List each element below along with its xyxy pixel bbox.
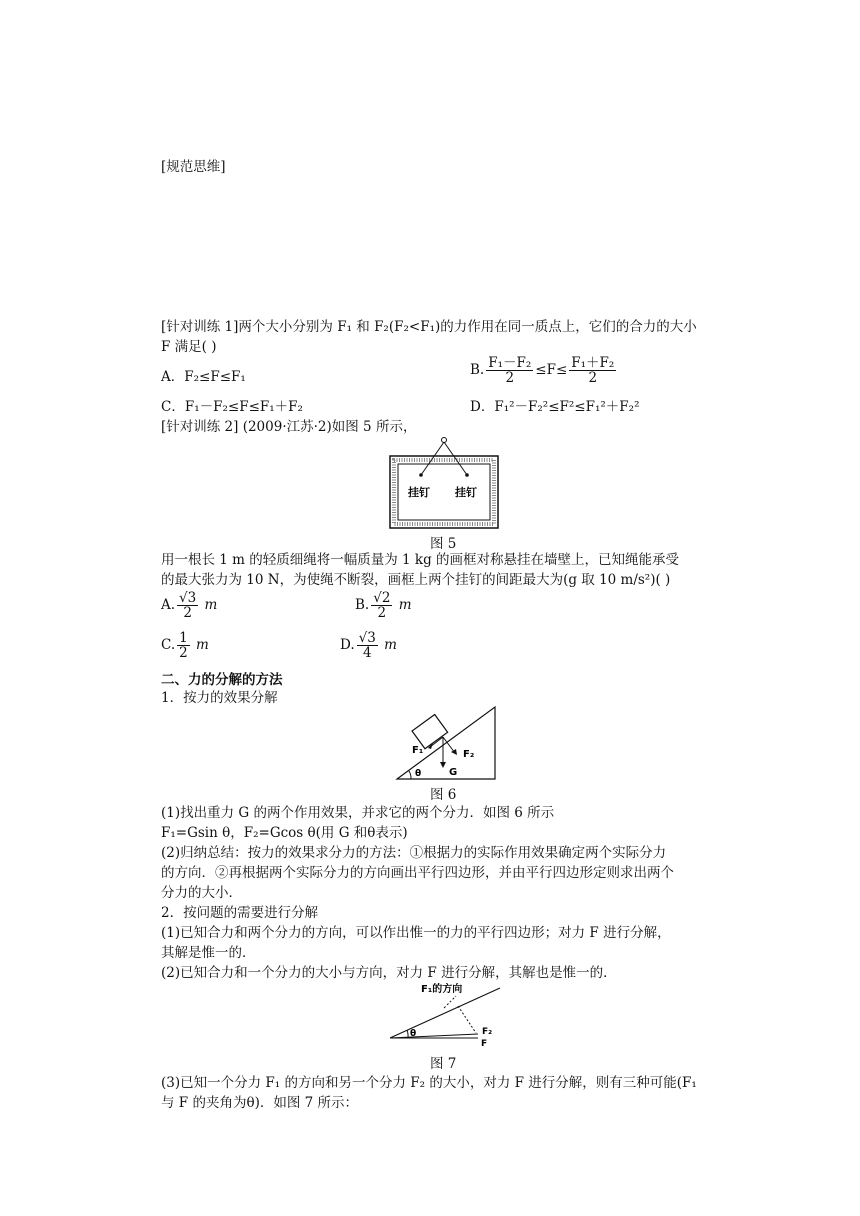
fig6-f1-label: F₁ [412, 745, 424, 756]
option-prefix: A. [161, 597, 176, 613]
nail-right-label: 挂钉 [455, 486, 477, 499]
section2-para2: F₁=Gsin θ，F₂=Gcos θ(用 G 和θ表示) [161, 825, 408, 841]
fraction-numerator: √3 [358, 630, 376, 646]
section2-para4b: 其解是惟一的． [161, 945, 256, 961]
training1-option-b [470, 356, 618, 385]
fraction-numerator: 1 [179, 630, 188, 646]
option-prefix: D. [340, 637, 355, 653]
fig6-g-label: G [449, 767, 458, 778]
section2-para3c: 分力的大小． [161, 885, 242, 901]
section2-para1: (1)找出重力 G 的两个作用效果，并求它的两个分力．如图 6 所示 [161, 805, 555, 821]
training1-question-line1: [针对训练 1]两个大小分别为 F₁ 和 F₂(F₂<F₁)的力作用在同一质点上，它们的合力的大小 [161, 319, 697, 335]
figure7-decomposition-diagram [386, 978, 504, 1050]
fraction-denominator: 2 [183, 605, 192, 621]
section2-para6b: 与 F 的夹角为θ)．如图 7 所示： [161, 1095, 359, 1111]
option-prefix: B. [355, 597, 370, 613]
training2-option-d [340, 631, 397, 660]
nail-left-label: 挂钉 [408, 486, 430, 499]
fraction [177, 591, 198, 620]
section2-para4a: (1)已知合力和两个分力的方向，可以作出惟一的力的平行四边形；对力 F 进行分解， [161, 925, 671, 941]
fraction-denominator: 2 [377, 605, 387, 621]
training2-option-b [355, 591, 412, 620]
fraction-denominator: 2 [179, 645, 188, 661]
fig7-f2-label: F₂ [482, 1027, 493, 1037]
fraction [177, 631, 190, 660]
training2-option-c [161, 631, 209, 660]
training1-question-line2: F 满足( ) [161, 339, 217, 355]
fraction [371, 591, 392, 620]
option-b-middle: ≤F≤ [535, 362, 568, 378]
training2-intro: [针对训练 2] (2009·江苏·2)如图 5 所示， [161, 419, 417, 435]
section2-para6a: (3)已知一个分力 F₁ 的方向和另一个分力 F₂ 的大小，对力 F 进行分解，则有三种可能(F₁ [161, 1075, 697, 1091]
figure5-caption: 图 5 [430, 536, 457, 552]
unit: m [196, 637, 209, 653]
section2-para5: (2)已知合力和一个分力的大小与方向，对力 F 进行分解，其解也是惟一的． [161, 965, 617, 981]
fraction-sum [569, 356, 616, 385]
fraction-denominator: 2 [588, 370, 598, 386]
section2-sub1: 1．按力的效果分解 [161, 690, 278, 706]
fig7-f1-direction-label: F₁的方向 [421, 984, 463, 995]
fig7-theta-label: θ [410, 1029, 417, 1039]
figure6-incline-diagram [395, 705, 497, 781]
fraction-numerator: F₁＋F₂ [571, 355, 615, 371]
fraction-numerator: √2 [373, 590, 391, 606]
unit: m [398, 597, 412, 613]
fraction-denominator: 2 [505, 370, 515, 386]
fig6-theta-label: θ [415, 769, 422, 779]
training1-option-d: D．F₁²－F₂²≤F²≤F₁²＋F₂² [470, 399, 640, 415]
figure7-caption: 图 7 [430, 1056, 457, 1072]
fig6-f2-label: F₂ [463, 749, 475, 760]
training2-question-line1: 用一根长 1 m 的轻质细绳将一幅质量为 1 kg 的画框对称悬挂在墙壁上，已知绳能承受 [161, 552, 680, 568]
fraction-numerator: F₁－F₂ [488, 355, 532, 371]
section2-para3a: (2)归纳总结：按力的效果求分力的方法：①根据力的实际作用效果确定两个实际分力 [161, 845, 667, 861]
figure6-caption: 图 6 [430, 787, 457, 803]
fig7-f-label: F [481, 1039, 488, 1049]
fraction-denominator: 4 [362, 645, 372, 661]
training1-option-a: A．F₂≤F≤F₁ [161, 369, 246, 385]
section2-title: 二、力的分解的方法 [161, 672, 283, 688]
training1-option-c: C．F₁－F₂≤F≤F₁＋F₂ [161, 399, 303, 415]
unit: m [384, 637, 397, 653]
option-prefix: C. [161, 637, 176, 653]
training2-option-a [161, 591, 217, 620]
training2-question-line2: 的最大张力为 10 N，为使绳不断裂，画框上两个挂钉的间距最大为(g 取 10 m/s²)( ) [161, 572, 671, 588]
fraction-numerator: √3 [179, 590, 197, 606]
norm-thinking-heading: [规范思维] [161, 159, 226, 175]
figure5-picture-frame [385, 436, 503, 532]
section2-para3b: 的方向．②再根据两个实际分力的方向画出平行四边形，并由平行四边形定则求出两个 [161, 865, 674, 881]
unit: m [204, 597, 218, 613]
fraction-difference [486, 356, 533, 385]
option-b-prefix: B. [470, 362, 485, 378]
section2-sub2: 2．按问题的需要进行分解 [161, 905, 319, 921]
fraction [357, 631, 378, 660]
